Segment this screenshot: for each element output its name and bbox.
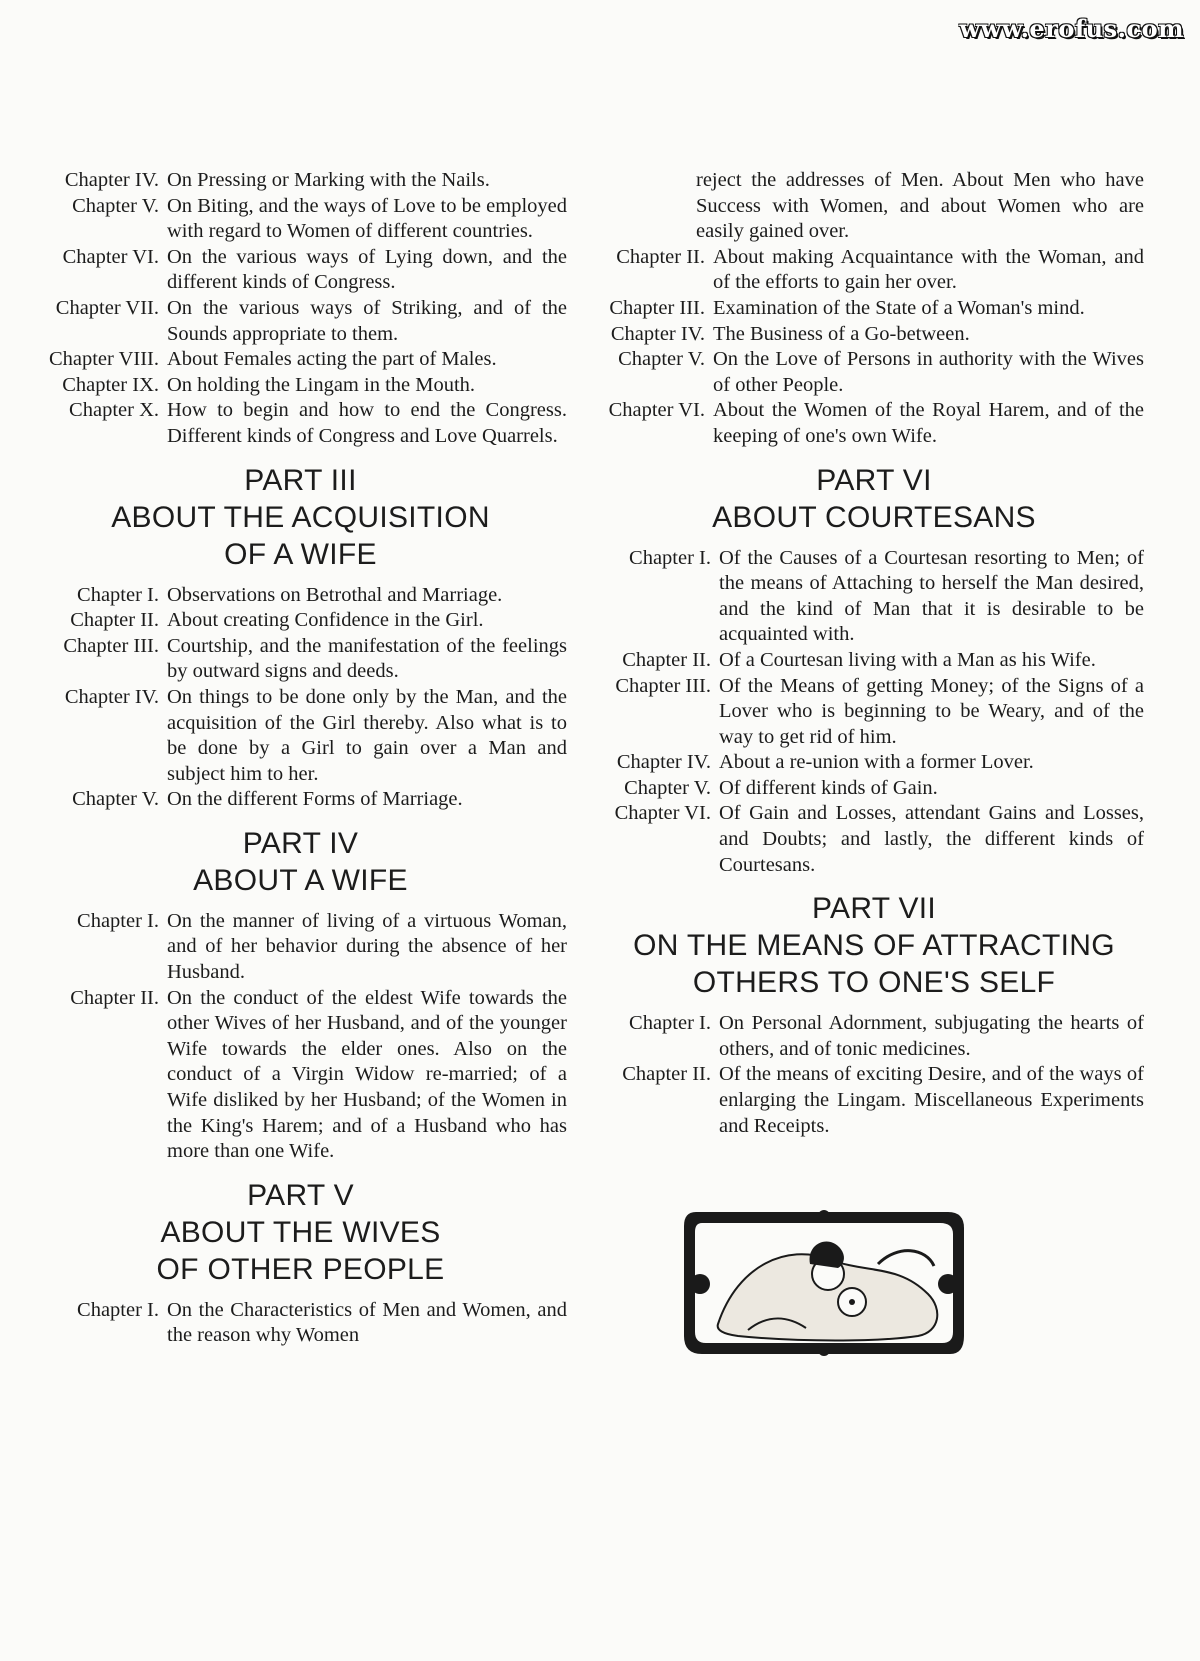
toc-entry — [34, 194, 567, 245]
chapter-number: Chapter II. — [70, 986, 159, 1009]
chapter-number: Chapter I. — [77, 1298, 159, 1321]
toc-entry — [34, 245, 567, 296]
chapter-number: Chapter VI. — [614, 802, 711, 825]
chapter-number: Chapter IV. — [64, 685, 159, 708]
chapter-number: Chapter VII. — [55, 296, 159, 319]
toc-entry — [34, 583, 567, 609]
toc-entry — [604, 674, 1144, 751]
toc-entry — [34, 634, 567, 685]
chapter-title: On the Characteristics of Men and Women, and the reason why Women — [167, 1298, 567, 1347]
toc-entry — [34, 296, 567, 347]
part-heading-line: ABOUT THE ACQUISITION — [111, 500, 490, 534]
part-heading-line: OF OTHER PEOPLE — [156, 1252, 445, 1286]
part-heading-line: ABOUT COURTESANS — [712, 500, 1036, 534]
part-5-heading — [34, 1177, 567, 1288]
chapter-number: Chapter X. — [69, 399, 159, 422]
chapter-number: Chapter IV. — [616, 751, 711, 774]
chapter-number: Chapter I. — [77, 909, 159, 932]
chapter-title: Courtship, and the manifestation of the feelings by outward signs and deeds. — [167, 634, 567, 683]
part-heading-line: PART V — [247, 1178, 354, 1212]
chapter-title: The Business of a Go-between. — [713, 322, 970, 345]
chapter-number: Chapter III. — [609, 296, 705, 319]
chapter-title: About creating Confidence in the Girl. — [167, 609, 484, 632]
toc-entry — [34, 347, 567, 373]
part-heading-line: PART IV — [242, 826, 359, 860]
toc-entry — [34, 608, 567, 634]
chapter-title: On Personal Adornment, subjugating the hearts of others, and of tonic medicines. — [719, 1012, 1144, 1060]
chapter-title: About making Acquaintance with the Woman, and of the efforts to gain her over. — [713, 245, 1144, 294]
right-column — [604, 168, 1144, 1139]
chapter-title: How to begin and how to end the Congress. Different kinds of Congress and Love Quarrels. — [167, 399, 567, 447]
part-6-heading — [604, 462, 1144, 536]
part-heading-line: OTHERS TO ONE'S SELF — [692, 966, 1056, 1000]
watermark: www.erofus.com — [959, 14, 1184, 43]
chapter-number: Chapter II. — [622, 1063, 711, 1086]
ornamental-vignette — [678, 1204, 970, 1362]
left-column — [34, 168, 567, 1349]
chapter-title: On the various ways of Lying down, and the different kinds of Congress. — [167, 245, 567, 294]
chapter-number: Chapter IV. — [64, 169, 159, 191]
chapter-title: On Biting, and the ways of Love to be employed with regard to Women of different countries. — [167, 194, 567, 243]
toc-entry — [34, 373, 567, 399]
toc-entry — [34, 398, 567, 449]
chapter-title: On the conduct of the eldest Wife towards the other Wives of her Husband, and of the younger Wife towards the elder ones. Also on the conduct of a Virgin Widow re-married; of a Wife disliked by her Husband; of the Women in the King's Harem; and of a Husband who has more than one Wife. — [167, 986, 567, 1163]
toc-entry — [604, 776, 1144, 802]
chapter-number: Chapter IX. — [62, 373, 159, 396]
chapter-title: Of the Causes of a Courtesan resorting to Men; of the means of Attaching to herself the Man desired, and the kind of Man that it is desirable to be acquainted with. — [719, 546, 1144, 646]
chapter-title: On Pressing or Marking with the Nails. — [167, 169, 490, 191]
chapter-title-continuation: reject the addresses of Men. About Men who have Success with Women, and about Women who are easily gained over. — [696, 169, 1144, 243]
chapter-number: Chapter IV. — [610, 322, 705, 345]
toc-entry — [34, 1298, 567, 1349]
part-heading-line: ON THE MEANS OF ATTRACTING — [633, 929, 1115, 963]
part-4-chapter-list — [34, 909, 567, 1165]
chapter-number: Chapter V. — [624, 776, 711, 799]
toc-entry — [604, 1062, 1144, 1139]
toc-entry — [34, 986, 567, 1165]
toc-entry — [604, 546, 1144, 648]
chapter-number: Chapter VI. — [62, 245, 159, 268]
part-heading-line: PART VII — [811, 892, 937, 926]
toc-entry — [604, 750, 1144, 776]
part-7-chapter-list — [604, 1011, 1144, 1139]
toc-entry — [604, 801, 1144, 878]
chapter-title: On the manner of living of a virtuous Woman, and of her behavior during the absence of her Husband. — [167, 909, 567, 984]
toc-entry — [604, 296, 1144, 322]
toc-entry — [34, 787, 567, 813]
part-4-heading — [34, 825, 567, 899]
chapter-number: Chapter VI. — [608, 399, 705, 422]
toc-entry — [604, 347, 1144, 398]
toc-entry — [604, 1011, 1144, 1062]
chapter-number: Chapter VIII. — [48, 348, 159, 371]
part-6-chapter-list — [604, 546, 1144, 879]
toc-entry — [604, 398, 1144, 449]
part-5-chapter-list-continued — [604, 245, 1144, 450]
chapter-title: Of the means of exciting Desire, and of the ways of enlarging the Lingam. Miscellaneous Experiments and Receipts. — [719, 1063, 1144, 1137]
chapter-number: Chapter III. — [615, 674, 711, 697]
chapter-title: Of Gain and Losses, attendant Gains and Losses, and Doubts; and lastly, the different kinds of Courtesans. — [719, 802, 1144, 876]
chapter-title: Examination of the State of a Woman's mind. — [713, 296, 1085, 319]
chapter-title: Of different kinds of Gain. — [719, 776, 938, 799]
part-3-heading — [34, 462, 567, 573]
chapter-number: Chapter II. — [70, 609, 159, 632]
toc-entry — [34, 909, 567, 986]
chapter-number: Chapter II. — [622, 648, 711, 671]
chapter-number: Chapter V. — [72, 788, 159, 811]
chapter-number: Chapter I. — [77, 583, 159, 606]
chapter-number: Chapter V. — [72, 194, 159, 217]
toc-entry — [34, 685, 567, 787]
toc-entry — [604, 322, 1144, 348]
part-7-heading — [604, 890, 1144, 1001]
chapter-title: Of a Courtesan living with a Man as his Wife. — [719, 648, 1096, 671]
part-5-chapter-list — [34, 1298, 567, 1349]
chapter-title: On things to be done only by the Man, and the acquisition of the Girl thereby. Also what is to be done by a Girl to gain over a Man and subject him to her. — [167, 685, 567, 785]
chapter-number: Chapter III. — [63, 634, 159, 657]
part-heading-line: OF A WIFE — [224, 537, 377, 571]
toc-entry — [34, 168, 567, 194]
toc-entry — [604, 245, 1144, 296]
chapter-title: On the different Forms of Marriage. — [167, 788, 463, 811]
part-heading-line: ABOUT A WIFE — [193, 863, 408, 897]
chapter-number: Chapter V. — [618, 348, 705, 371]
chapter-title: About Females acting the part of Males. — [167, 348, 497, 371]
chapter-title: About the Women of the Royal Harem, and of the keeping of one's own Wife. — [713, 399, 1144, 447]
chapter-number: Chapter I. — [629, 546, 711, 569]
chapter-title: About a re-union with a former Lover. — [719, 751, 1034, 774]
chapter-title: On the various ways of Striking, and of the Sounds appropriate to them. — [167, 296, 567, 345]
chapter-title: On the Love of Persons in authority with the Wives of other People. — [713, 348, 1144, 396]
toc-entry — [604, 648, 1144, 674]
chapter-title: On holding the Lingam in the Mouth. — [167, 373, 476, 396]
part-heading-line: PART III — [244, 463, 357, 497]
chapter-number: Chapter II. — [616, 245, 705, 268]
part-heading-line: PART VI — [816, 463, 932, 497]
chapter-number: Chapter I. — [629, 1012, 711, 1035]
part-2-chapter-list — [34, 168, 567, 450]
part-heading-line: ABOUT THE WIVES — [160, 1215, 441, 1249]
chapter-title: Of the Means of getting Money; of the Signs of a Lover who is beginning to be Weary, and of the way to get rid of him. — [719, 674, 1144, 748]
chapter-title: Observations on Betrothal and Marriage. — [167, 583, 503, 606]
part-3-chapter-list — [34, 583, 567, 813]
